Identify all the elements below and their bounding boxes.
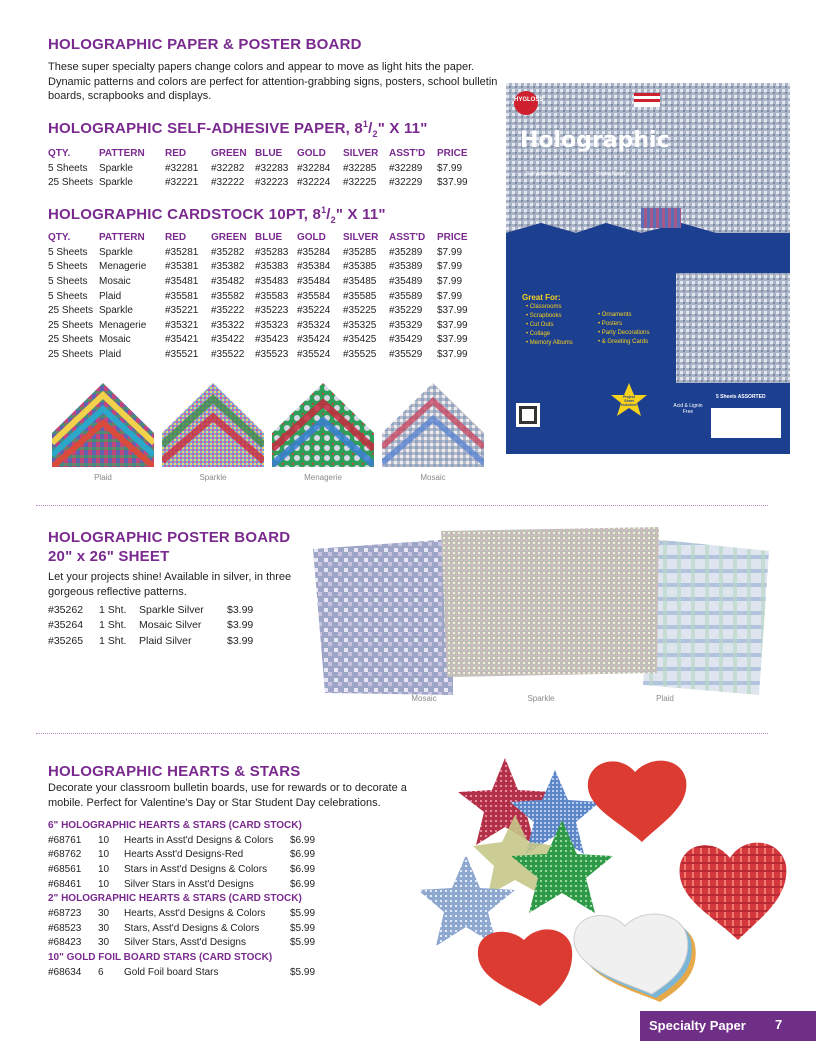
table-cell: 25 Sheets [48, 334, 94, 346]
poster-title: HOLOGRAPHIC POSTER BOARD [48, 529, 291, 546]
table-cell: #35221 [165, 305, 199, 317]
table-cell: #35525 [343, 348, 377, 360]
table-cell: 5 Sheets [48, 261, 88, 273]
table-cell: Silver Stars in Asst'd Designs [124, 878, 254, 890]
table-cell: 1 Sht. [99, 603, 127, 616]
table-cell: #35264 [48, 619, 84, 632]
table-cell: 6 [98, 966, 104, 978]
table-cell: #32282 [211, 162, 245, 174]
table-cell: #35322 [211, 319, 245, 331]
table-cell: $7.99 [437, 275, 463, 287]
product-group-table [48, 906, 330, 950]
table-cell: #32223 [255, 177, 289, 189]
table-cell: 30 [98, 908, 110, 920]
footer-tab [640, 1011, 816, 1041]
column-header: GREEN [211, 148, 247, 159]
table-row [48, 965, 330, 980]
table-cell: 10 [98, 878, 110, 890]
table-cell: 25 Sheets [48, 305, 94, 317]
column-header: PRICE [437, 148, 468, 159]
table-cell: #35385 [343, 261, 377, 273]
package-checkbox-1: Self-Adhesive Paper [526, 171, 572, 177]
table-cell: Sparkle [99, 177, 133, 189]
package-great-for: Great For: [522, 293, 561, 302]
table-row [48, 602, 267, 618]
column-header: SILVER [343, 148, 379, 159]
table-cell: Mosaic Silver [139, 619, 202, 632]
table-cell: #68561 [48, 863, 82, 875]
poster-table [48, 602, 267, 649]
table-cell: 10 [98, 849, 110, 861]
table-cell: Sparkle [99, 246, 133, 258]
column-header: ASST'D [389, 232, 426, 243]
package-use-item: • Ornaments [598, 312, 632, 318]
column-header: QTY. [48, 148, 71, 159]
table-cell: #35329 [389, 319, 423, 331]
table-cell: #35521 [165, 348, 199, 360]
table-cell: #35485 [343, 275, 377, 287]
table-cell: #35285 [343, 246, 377, 258]
table-row [48, 260, 477, 275]
package-brand: HYGLOSS [514, 97, 544, 103]
table-cell: #35421 [165, 334, 199, 346]
table-cell: $37.99 [437, 177, 468, 189]
table-cell: $6.99 [290, 863, 316, 875]
table-cell: #68461 [48, 878, 82, 890]
table-cell: #35384 [297, 261, 331, 273]
menagerie-swatch [272, 383, 374, 467]
table-cell: $3.99 [227, 603, 254, 616]
column-header: PATTERN [99, 232, 145, 243]
table-cell: #35429 [389, 334, 423, 346]
column-header: PATTERN [99, 148, 145, 159]
table-cell: #35289 [389, 246, 423, 258]
poster-boards-image [313, 527, 773, 699]
table-cell: Stars in Asst'd Designs & Colors [124, 863, 268, 875]
package-uses-right [598, 311, 649, 347]
table-header-row [48, 146, 477, 161]
table-cell: $5.99 [290, 908, 316, 920]
table-row [48, 347, 477, 362]
table-cell: 25 Sheets [48, 348, 94, 360]
hearts-product-list [48, 819, 338, 982]
package-image [506, 83, 790, 454]
product-group-heading: 6" HOLOGRAPHIC HEARTS & STARS (CARD STOCK) [48, 820, 302, 831]
table-cell: #32284 [297, 162, 331, 174]
table-cell: 1 Sht. [99, 619, 127, 632]
table-cell: #35381 [165, 261, 199, 273]
product-group-table [48, 965, 330, 980]
table-cell: #68523 [48, 922, 82, 934]
table-cell: #35229 [389, 305, 423, 317]
self-adhesive-table [48, 146, 477, 190]
table-cell: #35281 [165, 246, 199, 258]
table-cell: #68723 [48, 908, 82, 920]
package-use-item: • Classrooms [526, 304, 562, 310]
table-cell: Menagerie [99, 319, 147, 331]
table-cell: Sparkle [99, 305, 133, 317]
table-cell: #35223 [255, 305, 289, 317]
table-cell: #35282 [211, 246, 245, 258]
package-use-item: • Scrapbooks [526, 313, 562, 319]
table-cell: #32221 [165, 177, 199, 189]
table-cell: #35321 [165, 319, 199, 331]
table-cell: $6.99 [290, 878, 316, 890]
table-cell: Plaid Silver [139, 634, 192, 647]
column-header: PRICE [437, 232, 468, 243]
column-header: GOLD [297, 148, 326, 159]
table-cell: $37.99 [437, 319, 468, 331]
table-cell: #68634 [48, 966, 82, 978]
table-cell: #35422 [211, 334, 245, 346]
table-cell: Sparkle [99, 162, 133, 174]
table-row [48, 318, 477, 333]
table-cell: #35224 [297, 305, 331, 317]
hearts-title: HOLOGRAPHIC HEARTS & STARS [48, 763, 301, 780]
package-use-item: • Cut Outs [526, 322, 554, 328]
table-row [48, 906, 330, 921]
column-header: GOLD [297, 232, 326, 243]
package-use-item: • Collage [526, 331, 551, 337]
table-row [48, 848, 330, 863]
table-row [48, 289, 477, 304]
table-cell: Silver Stars, Asst'd Designs [124, 937, 246, 949]
table-cell: $37.99 [437, 305, 468, 317]
poster-description: Let your projects shine! Available in silver, in three gorgeous reflective patterns. [48, 571, 292, 598]
table-cell: #32281 [165, 162, 199, 174]
table-row [48, 862, 330, 877]
table-cell: #35324 [297, 319, 331, 331]
self-adhesive-title: HOLOGRAPHIC SELF-ADHESIVE PAPER, $8^1/_2$" X 11" [48, 119, 428, 139]
table-cell: Stars, Asst'd Designs & Colors [124, 922, 260, 934]
package-use-item: • & Greeting Cards [598, 339, 649, 345]
product-group-heading: 2" HOLOGRAPHIC HEARTS & STARS (CARD STOCK) [48, 893, 302, 905]
table-row [48, 176, 477, 191]
swatch-caption-mosaic: Mosaic [420, 473, 446, 482]
mosaic-swatch [382, 383, 484, 467]
table-cell: #35483 [255, 275, 289, 287]
cardstock-title: HOLOGRAPHIC CARDSTOCK 10PT, $8^1/_2$" X 11" [48, 205, 386, 225]
section-divider [36, 733, 768, 734]
table-row [48, 877, 330, 892]
table-cell: #68762 [48, 849, 82, 861]
table-cell: $37.99 [437, 334, 468, 346]
table-cell: $6.99 [290, 849, 316, 861]
table-cell: #35489 [389, 275, 423, 287]
column-header: QTY. [48, 232, 71, 243]
table-row [48, 274, 477, 289]
column-header: RED [165, 232, 187, 243]
table-cell: #35522 [211, 348, 245, 360]
table-cell: #35585 [343, 290, 377, 302]
table-cell: #35584 [297, 290, 331, 302]
product-group-heading: 10" GOLD FOIL BOARD STARS (CARD STOCK) [48, 952, 273, 964]
table-cell: #35481 [165, 275, 199, 287]
page-number: 7 [775, 1017, 783, 1032]
table-cell: Menagerie [99, 261, 147, 273]
poster-caption-plaid: Plaid [656, 694, 674, 703]
table-cell: $7.99 [437, 246, 463, 258]
poster-subtitle: 20" x 26" SHEET [48, 548, 170, 565]
table-cell: $3.99 [227, 634, 254, 647]
package-assorted: 5 Sheets ASSORTED [716, 394, 766, 400]
table-cell: $6.99 [290, 834, 316, 846]
table-cell: #32289 [389, 162, 423, 174]
column-header: SILVER [343, 232, 379, 243]
table-cell: #35262 [48, 603, 84, 616]
table-cell: #35589 [389, 290, 423, 302]
poster-caption-sparkle: Sparkle [527, 694, 555, 703]
product-group-table [48, 833, 330, 891]
table-cell: Hearts Asst'd Designs-Red [124, 849, 244, 861]
table-cell: 1 Sht. [99, 634, 127, 647]
table-row [48, 333, 477, 348]
table-cell: #35423 [255, 334, 289, 346]
table-cell: 10 [98, 863, 110, 875]
section-divider [36, 505, 768, 506]
table-cell: 5 Sheets [48, 246, 88, 258]
table-cell: Plaid [99, 348, 122, 360]
table-cell: Mosaic [99, 275, 131, 287]
table-cell: #35424 [297, 334, 331, 346]
table-cell: #35482 [211, 275, 245, 287]
table-cell: #68423 [48, 937, 82, 949]
hearts-stars-image [420, 750, 816, 1010]
table-cell: #35382 [211, 261, 245, 273]
table-cell: 5 Sheets [48, 162, 88, 174]
table-cell: #32229 [389, 177, 423, 189]
cardstock-table [48, 230, 477, 362]
table-cell: 25 Sheets [48, 319, 94, 331]
footer-section-label: Specialty Paper [649, 1018, 746, 1033]
table-cell: #35383 [255, 261, 289, 273]
table-cell: Plaid [99, 290, 122, 302]
table-cell: #35582 [211, 290, 245, 302]
table-cell: #32224 [297, 177, 331, 189]
package-acid-free: Acid & Lignin Free [673, 403, 703, 415]
hearts-description: Decorate your classroom bulletin boards, use for rewards or to decorate a mobile. Perfect for Valentine's Day or Star Student Day celebrations. [48, 782, 407, 809]
table-row [48, 303, 477, 318]
table-cell: #35389 [389, 261, 423, 273]
table-cell: #35529 [389, 348, 423, 360]
package-use-item: • Party Decorations [598, 330, 650, 336]
package-checkbox-2: Poster Board [596, 171, 626, 177]
section-title: HOLOGRAPHIC PAPER & POSTER BOARD [48, 36, 362, 53]
swatch-caption-plaid: Plaid [94, 473, 112, 482]
table-cell: 5 Sheets [48, 290, 88, 302]
table-row [48, 921, 330, 936]
table-cell: #35524 [297, 348, 331, 360]
swatch-caption-menagerie: Menagerie [304, 473, 342, 482]
table-cell: #35425 [343, 334, 377, 346]
column-header: BLUE [255, 232, 283, 243]
table-cell: Hearts in Asst'd Designs & Colors [124, 834, 274, 846]
table-cell: 30 [98, 937, 110, 949]
package-star-text: Project Sheet Included! [621, 395, 637, 407]
column-header: RED [165, 148, 187, 159]
package-uses-left [526, 303, 573, 348]
table-cell: $5.99 [290, 966, 316, 978]
table-cell: #35225 [343, 305, 377, 317]
column-header: BLUE [255, 148, 283, 159]
table-cell: 30 [98, 922, 110, 934]
table-cell: Gold Foil board Stars [124, 966, 219, 978]
column-header: ASST'D [389, 148, 426, 159]
table-row [48, 633, 267, 649]
table-cell: $3.99 [227, 619, 254, 632]
package-title: Holographic [520, 128, 670, 153]
table-row [48, 936, 330, 951]
table-cell: Sparkle Silver [139, 603, 204, 616]
table-cell: $37.99 [437, 348, 468, 360]
sparkle-swatch [162, 383, 264, 467]
table-row [48, 618, 267, 634]
table-cell: #32222 [211, 177, 245, 189]
table-cell: 5 Sheets [48, 275, 88, 287]
table-row [48, 245, 477, 260]
table-cell: #35484 [297, 275, 331, 287]
table-row [48, 833, 330, 848]
table-cell: #35325 [343, 319, 377, 331]
package-use-item: • Posters [598, 321, 623, 327]
table-cell: #35583 [255, 290, 289, 302]
table-cell: Mosaic [99, 334, 131, 346]
table-cell: #32283 [255, 162, 289, 174]
column-header: GREEN [211, 232, 247, 243]
table-cell: #35523 [255, 348, 289, 360]
table-cell: #35284 [297, 246, 331, 258]
table-cell: #35323 [255, 319, 289, 331]
table-cell: Hearts, Asst'd Designs & Colors [124, 908, 266, 920]
table-cell: 25 Sheets [48, 177, 94, 189]
table-cell: $7.99 [437, 162, 463, 174]
plaid-swatch [52, 383, 154, 467]
table-cell: #35581 [165, 290, 199, 302]
table-cell: #35283 [255, 246, 289, 258]
table-cell: #68761 [48, 834, 82, 846]
table-cell: $5.99 [290, 937, 316, 949]
table-row [48, 161, 477, 176]
table-cell: $7.99 [437, 290, 463, 302]
table-header-row [48, 230, 477, 245]
table-cell: #32225 [343, 177, 377, 189]
swatch-caption-sparkle: Sparkle [199, 473, 227, 482]
table-cell: #35222 [211, 305, 245, 317]
package-use-item: • Memory Albums [526, 340, 573, 346]
table-cell: $7.99 [437, 261, 463, 273]
table-cell: #35265 [48, 634, 84, 647]
table-cell: #32285 [343, 162, 377, 174]
table-cell: $5.99 [290, 922, 316, 934]
table-cell: 10 [98, 834, 110, 846]
poster-caption-mosaic: Mosaic [411, 694, 437, 703]
section-description: These super specialty papers change colors and appear to move as light hits the paper. Dynamic patterns and colors are perfect for attention-grabbing signs, posters, school bulletin boards, scrapbooks and displays. [48, 61, 498, 102]
